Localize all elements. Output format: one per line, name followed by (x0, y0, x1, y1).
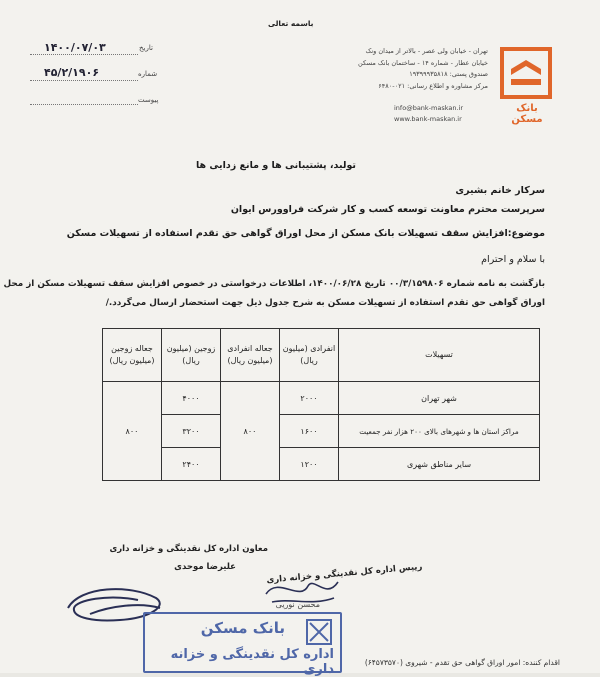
footer-note: اقدام کننده: امور اوراق گواهی حق تقدم - شیروی (۶۴۵۷۳۵۷۰) (364, 658, 560, 667)
table-cell: ۳۲۰۰ (162, 415, 221, 448)
letter-subject: موضوع:افزایش سقف تسهیلات بانک مسکن از محل اوراق گواهی حق تقدم استفاده از تسهیلات مسکن (66, 228, 545, 239)
table-header-row (103, 329, 540, 382)
number-value: ۴۵/۲/۱۹۰۶ (44, 66, 100, 79)
attachment-label: پیوست (138, 96, 159, 104)
facility-table (102, 328, 540, 481)
table-cell: مراکز استان ها و شهرهای بالای ۲۰۰ هزار نفر جمعیت (339, 415, 540, 448)
table-header: تسهیلات (339, 329, 540, 382)
date-line (30, 54, 138, 55)
table-cell: ۸۰۰ (103, 382, 162, 481)
subject-line: تولید، پشتیبانی ها و مانع زدایی ها (195, 160, 356, 171)
table-cell: ۸۰۰ (221, 382, 280, 481)
office-stamp (143, 612, 342, 677)
divine-name: باسمه تعالی (268, 19, 314, 28)
bank-name: بانک مسکن (511, 103, 543, 125)
table-cell: ۱۲۰۰ (280, 448, 339, 481)
table-row (103, 448, 540, 481)
table-header: جعاله زوجین (میلیون ریال) (103, 329, 162, 382)
address-line: صندوق پستی: ۱۹۳۹۹۹۳۵۸۱۸ (409, 70, 488, 78)
table-cell: ۴۰۰۰ (162, 382, 221, 415)
address-line: تهران - خیابان ولی عصر - بالاتر از میدان ونک (365, 47, 488, 55)
table-row (103, 415, 540, 448)
left-signatory-title: معاون اداره کل نقدینگی و خزانه داری (109, 544, 268, 554)
address-line: خیابان عطار - شماره ۱۴ - ساختمان بانک مسکن (358, 58, 488, 67)
right-signatory-title: رییس اداره کل نقدینگی و خزانه داری (265, 562, 423, 586)
table-header: زوجین (میلیون ریال) (162, 329, 221, 382)
date-value: ۱۴۰۰/۰۷/۰۳ (44, 41, 106, 54)
email: info@bank-maskan.ir (394, 104, 464, 112)
table-cell: ۱۶۰۰ (280, 415, 339, 448)
right-signatory-name: محسن نوریی (275, 600, 320, 609)
table-cell: ۲۰۰۰ (280, 382, 339, 415)
date-label: تاریخ (139, 44, 153, 52)
body-line: اوراق گواهی حق تقدم استفاده از تسهیلات مسکن به شرح جدول ذیل جهت استحضار ارسال می‌گردد./ (105, 298, 545, 308)
address-block (358, 46, 488, 92)
table-cell: شهر تهران (339, 382, 540, 415)
table-cell: سایر مناطق شهری (339, 448, 540, 481)
body-line: بازگشت به نامه شماره ۰۰/۳/۱۵۹۸۰۶ تاریخ ۱۴۰۰/۰۶/۲۸، اطلاعات درخواستی در خصوص افزایش سقف تسهیلات مسکن از محل (3, 279, 545, 289)
stamp-mark-icon (306, 619, 332, 645)
number-label: شماره (138, 70, 158, 78)
bank-logo (500, 47, 552, 99)
attachment-line (30, 104, 138, 105)
recipient-salutation: سرکار خانم بشیری (455, 185, 545, 196)
left-signatory-name: علیرضا موحدی (174, 562, 236, 572)
house-icon (508, 55, 544, 91)
table-header: انفرادی (میلیون ریال) (280, 329, 339, 382)
stamp-department: اداره کل نقدینگی و خزانه داری (170, 647, 334, 677)
website: www.bank-maskan.ir (394, 115, 462, 123)
table-header: جعاله انفرادی (میلیون ریال) (221, 329, 280, 382)
address-line: مرکز مشاوره و اطلاع رسانی: ۰۲۱-۶۴۸۰ (378, 81, 488, 90)
recipient-title: سرپرست محترم معاونت توسعه کسب و کار شرکت فراوورس ایوان (230, 204, 545, 215)
signature-scribble-right (262, 572, 342, 616)
table-cell: ۲۴۰۰ (162, 448, 221, 481)
table-row (103, 382, 540, 415)
number-line (30, 80, 138, 81)
greeting: با سلام و احترام (481, 254, 545, 265)
stamp-bank-name: بانک مسکن (200, 619, 285, 637)
